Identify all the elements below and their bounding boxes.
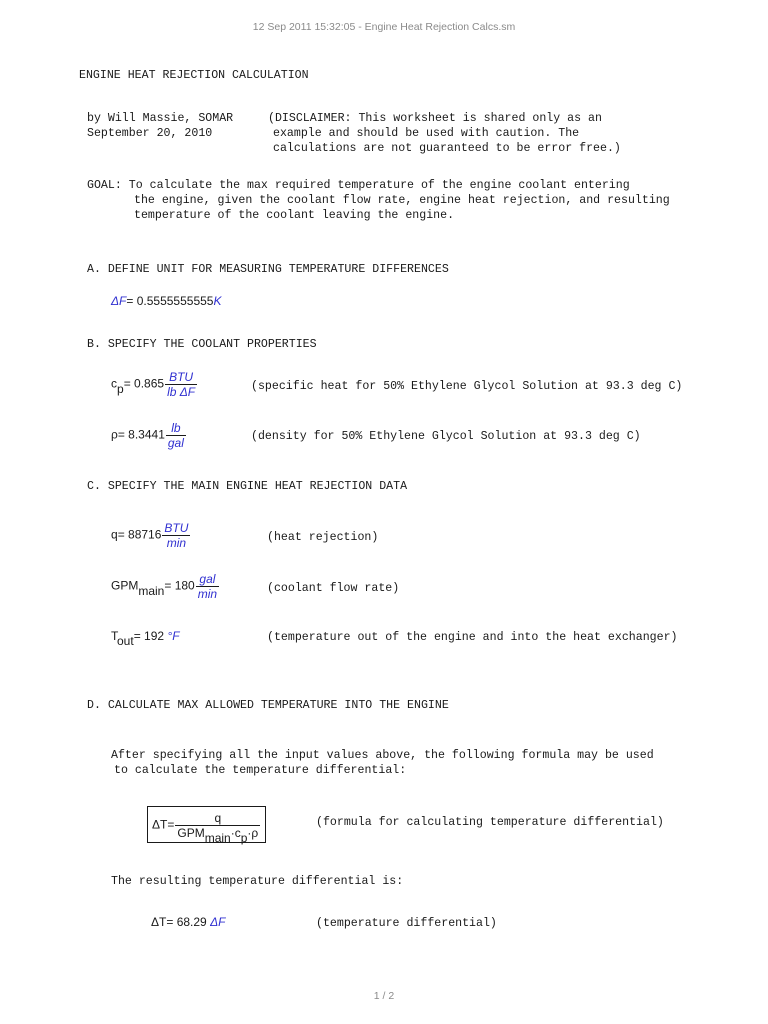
q-value: = 88716	[117, 527, 162, 542]
delta-f-definition	[111, 294, 222, 308]
disclaimer-line: calculations are not guaranteed to be error free.)	[273, 142, 621, 155]
page-number: 1 / 2	[373, 990, 395, 1002]
cp-equation	[111, 370, 198, 399]
formula-c-subscript: p	[240, 831, 248, 845]
gpm-unit-denominator: min	[197, 587, 218, 601]
section-heading-d: D. CALCULATE MAX ALLOWED TEMPERATURE INTO THE ENGINE	[87, 699, 449, 712]
result-intro: The resulting temperature differential is:	[111, 875, 404, 888]
disclaimer-line: (DISCLAIMER: This worksheet is shared only as an	[268, 112, 602, 125]
rho-note: (density for 50% Ethylene Glycol Solution at 93.3 deg C)	[251, 430, 641, 443]
formula-numerator: q	[175, 811, 260, 826]
author-date: September 20, 2010	[87, 127, 213, 140]
tout-equation	[111, 629, 180, 648]
formula-gpm-subscript: main	[204, 831, 231, 845]
goal-line: temperature of the coolant leaving the engine.	[134, 209, 455, 222]
q-symbol: q	[111, 527, 118, 542]
q-unit-numerator: BTU	[164, 521, 189, 535]
intro-line: After specifying all the input values above, the following formula may be used	[111, 749, 654, 762]
tout-value: = 192	[133, 629, 165, 643]
formula-equals: =	[167, 817, 175, 832]
gpm-subscript: main	[138, 583, 165, 598]
rho-unit-denominator: gal	[167, 436, 184, 450]
formula-dot: ·	[230, 826, 235, 840]
intro-line: to calculate the temperature differential:	[114, 764, 407, 777]
gpm-note: (coolant flow rate)	[267, 582, 400, 595]
result-value: = 68.29	[166, 915, 207, 929]
section-heading-b: B. SPECIFY THE COOLANT PROPERTIES	[87, 338, 317, 351]
gpm-symbol: GPM	[111, 578, 139, 593]
rho-unit-numerator: lb	[166, 421, 186, 436]
tout-symbol: T	[111, 629, 117, 643]
section-heading-a: A. DEFINE UNIT FOR MEASURING TEMPERATURE DIFFERENCES	[87, 263, 449, 276]
cp-unit-numerator: BTU	[165, 370, 197, 385]
author-line: by Will Massie, SOMAR	[87, 112, 234, 125]
page-header: 12 Sep 2011 15:32:05 - Engine Heat Rejection Calcs.sm	[252, 21, 516, 33]
formula-c: c	[234, 826, 241, 840]
rho-symbol: ρ	[111, 427, 118, 442]
formula-rho: ρ	[251, 826, 259, 840]
formula-denominator	[175, 826, 260, 845]
gpm-equation	[111, 572, 220, 601]
tout-subscript: out	[117, 634, 134, 648]
gpm-unit-numerator: gal	[196, 572, 219, 587]
formula-dot: ·	[247, 826, 252, 840]
goal-line: GOAL: To calculate the max required temperature of the engine coolant entering	[87, 179, 630, 192]
formula-gpm: GPM	[177, 826, 205, 840]
result-unit: ΔF	[210, 915, 226, 929]
result-equation	[151, 915, 225, 929]
cp-subscript: p	[117, 381, 124, 396]
tout-note: (temperature out of the engine and into the heat exchanger)	[267, 631, 678, 644]
cp-value: = 0.865	[123, 376, 165, 391]
cp-symbol: c	[111, 376, 117, 391]
section-heading-c: C. SPECIFY THE MAIN ENGINE HEAT REJECTION DATA	[87, 480, 408, 493]
delta-f-symbol: ΔF	[111, 294, 127, 308]
delta-f-value: = 0.5555555555	[126, 294, 214, 308]
delta-f-unit: K	[213, 294, 222, 308]
result-note: (temperature differential)	[316, 917, 497, 930]
disclaimer-line: example and should be used with caution. The	[273, 127, 580, 140]
rho-equation	[111, 421, 187, 450]
q-note: (heat rejection)	[267, 531, 379, 544]
tout-unit: °F	[167, 629, 180, 643]
rho-value: = 8.3441	[117, 427, 165, 442]
cp-unit-denominator: lb ΔF	[167, 385, 196, 399]
document-title: ENGINE HEAT REJECTION CALCULATION	[79, 69, 309, 82]
result-lhs: ΔT	[151, 915, 167, 929]
gpm-value: = 180	[164, 578, 195, 593]
formula-box	[147, 806, 266, 843]
formula-note: (formula for calculating temperature differential)	[316, 816, 664, 829]
q-equation	[111, 521, 191, 550]
cp-note: (specific heat for 50% Ethylene Glycol Solution at 93.3 deg C)	[251, 380, 683, 393]
q-unit-denominator: min	[166, 536, 187, 550]
goal-line: the engine, given the coolant flow rate, engine heat rejection, and resulting	[134, 194, 670, 207]
formula-lhs: ΔT	[152, 817, 168, 832]
